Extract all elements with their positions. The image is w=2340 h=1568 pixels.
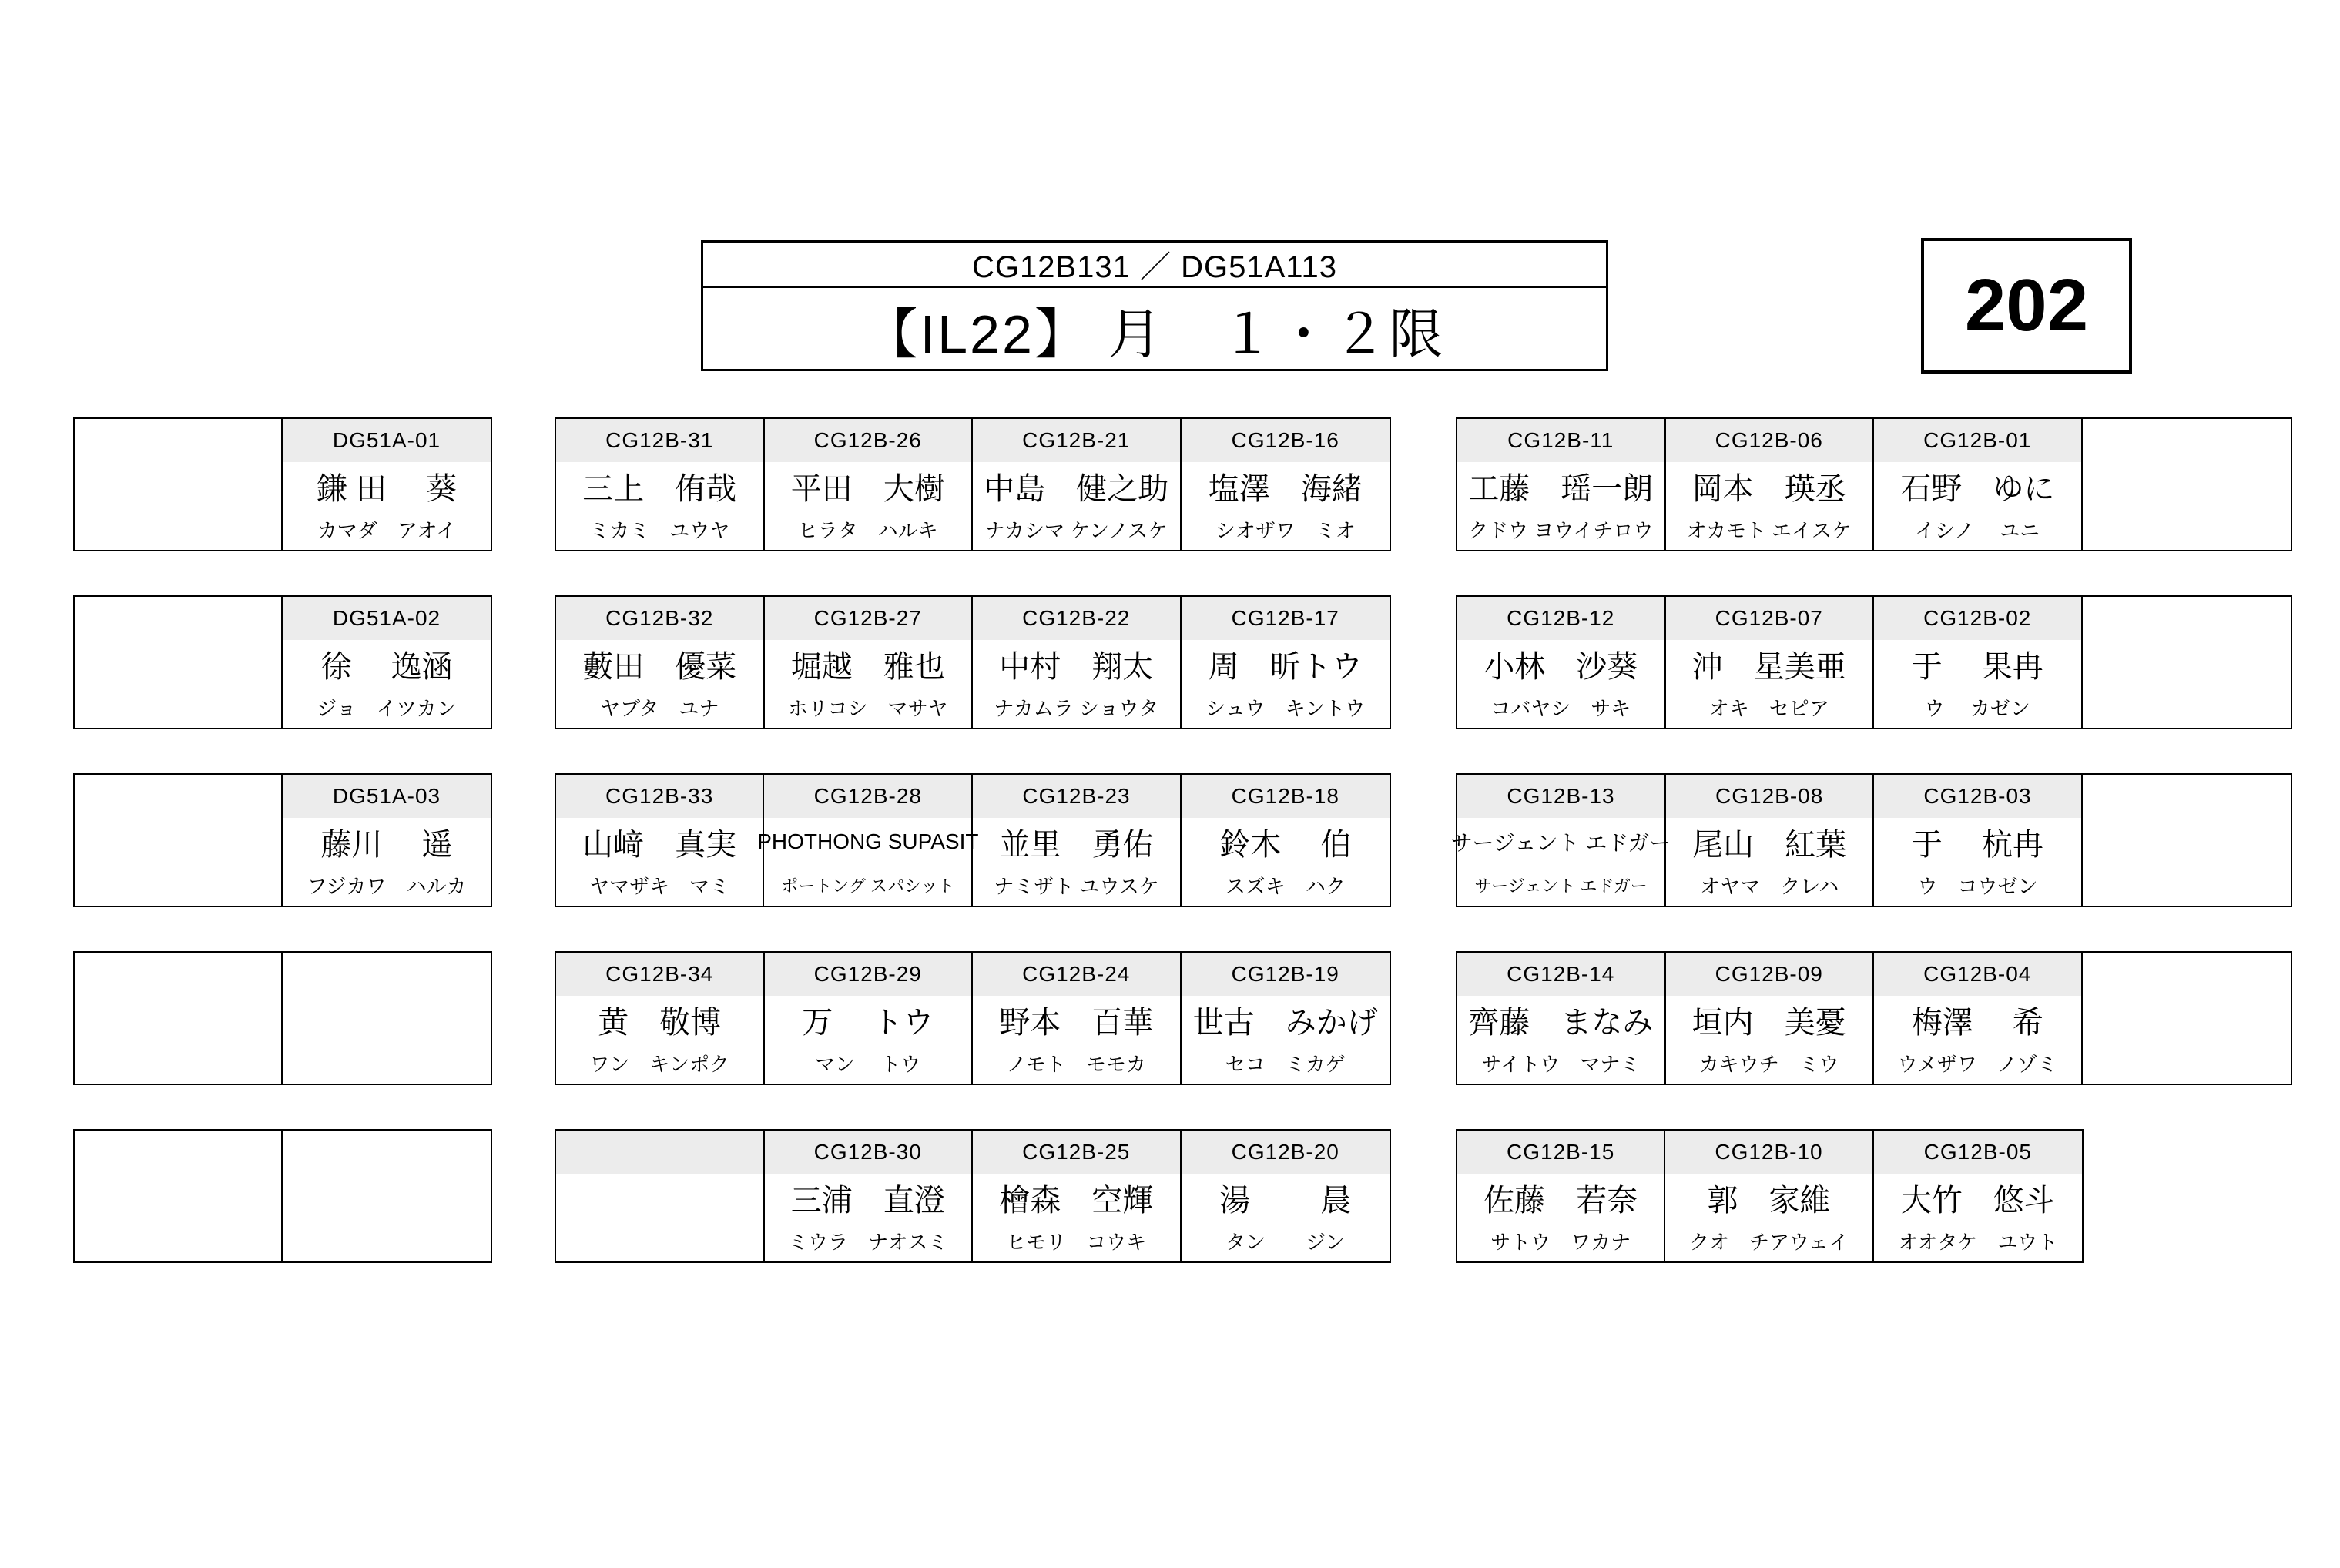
student-id: CG12B-33	[556, 775, 763, 818]
student-name-kana	[75, 1044, 281, 1082]
student-id: CG12B-13	[1457, 775, 1664, 818]
student-name: 鈴木 伯	[1219, 827, 1352, 862]
desk-group-right	[1456, 951, 2292, 1085]
seat-cell	[556, 419, 765, 550]
class-title-box	[701, 240, 1608, 371]
student-id	[556, 1131, 763, 1174]
student-name-kana: オオタケ ユウト	[1898, 1230, 2058, 1254]
student-id: CG12B-01	[1874, 419, 2081, 462]
student-name-kana: タン ジン	[1225, 1230, 1346, 1254]
student-name	[2083, 818, 2291, 866]
student-name-kana	[2083, 1044, 2291, 1082]
seat-cell	[2083, 775, 2291, 906]
course-codes: CG12B131 ／ DG51A113	[703, 243, 1606, 288]
student-name: 郭 家維	[1707, 1183, 1831, 1218]
student-name: サージェント エドガー	[1450, 831, 1671, 855]
seat-cell	[556, 597, 765, 728]
seat-cell	[757, 775, 979, 906]
student-id: CG12B-03	[1874, 775, 2080, 818]
student-id: CG12B-15	[1457, 1131, 1664, 1174]
student-name: 石野 ゆに	[1900, 471, 2055, 506]
student-name-kana: ヒモリ コウキ	[1006, 1230, 1147, 1254]
student-name: 藪田 優菜	[582, 649, 737, 684]
student-name-kana: ナカムラ ショウタ	[994, 696, 1159, 720]
desk-group-right	[1456, 1129, 2084, 1263]
desk-group-left	[73, 951, 492, 1085]
student-name: 徐 逸涵	[320, 649, 453, 684]
student-name: 三浦 直澄	[790, 1183, 945, 1218]
student-name	[2083, 640, 2291, 688]
seat-cell	[1666, 419, 1875, 550]
student-name-kana: ヤブタ ユナ	[600, 696, 719, 720]
seat-cell	[75, 419, 283, 550]
seat-cell	[1874, 419, 2083, 550]
student-name: 佐藤 若奈	[1483, 1183, 1638, 1218]
student-name-kana: ミウラ ナオスミ	[788, 1230, 948, 1254]
student-name-kana: ウ コウゼン	[1917, 874, 2038, 898]
student-name: 塩澤 海緒	[1208, 471, 1363, 506]
seat-cell	[1182, 775, 1390, 906]
student-id: CG12B-29	[765, 953, 972, 996]
student-name: 世古 みかげ	[1192, 1005, 1378, 1040]
seat-cell	[1666, 775, 1874, 906]
student-name-kana: ナカシマ ケンノスケ	[984, 518, 1168, 542]
seat-cell	[973, 419, 1182, 550]
student-id: CG12B-20	[1182, 1131, 1390, 1174]
seat-cell	[75, 953, 283, 1084]
student-name	[283, 996, 491, 1044]
seat-cell	[1457, 419, 1666, 550]
student-name: 檜森 空輝	[999, 1183, 1154, 1218]
student-name: 垣内 美憂	[1691, 1005, 1846, 1040]
seat-cell	[1874, 953, 2083, 1084]
student-id: CG12B-23	[973, 775, 1179, 818]
student-name-kana: サージェント エドガー	[1474, 876, 1648, 896]
desk-group-left	[73, 417, 492, 551]
seat-cell	[75, 775, 283, 906]
room-number: 202	[1921, 238, 2132, 374]
student-name: 齊藤 まなみ	[1468, 1005, 1654, 1040]
student-name: PHOTHONG SUPASIT	[757, 829, 979, 853]
student-id: DG51A-02	[283, 597, 491, 640]
seat-cell	[2083, 419, 2291, 550]
student-name-kana: シュウ キントウ	[1205, 696, 1366, 720]
student-name-kana: ポートング スパシット	[781, 876, 955, 896]
student-id	[283, 953, 491, 996]
seat-cell	[1874, 597, 2083, 728]
student-name: 大竹 悠斗	[1900, 1183, 2055, 1218]
student-name-kana: オカモト エイスケ	[1686, 518, 1852, 542]
seat-cell	[1666, 597, 1875, 728]
student-name-kana: オヤマ クレハ	[1700, 874, 1839, 898]
student-name-kana	[75, 510, 281, 548]
student-name-kana: コバヤシ サキ	[1490, 696, 1631, 720]
desk-group-right	[1456, 417, 2292, 551]
seat-cell	[283, 775, 491, 906]
student-id	[283, 1131, 491, 1174]
student-id: CG12B-11	[1457, 419, 1664, 462]
desk-group-right	[1456, 595, 2292, 729]
student-name	[75, 1174, 281, 1221]
student-name-kana: サイトウ マナミ	[1481, 1052, 1641, 1076]
student-id	[2083, 597, 2291, 640]
student-name: 藤川 遥	[320, 827, 453, 862]
student-id: CG12B-22	[973, 597, 1180, 640]
student-id	[2083, 775, 2291, 818]
student-name-kana: クオ チアウェイ	[1689, 1230, 1849, 1254]
student-name-kana: フジカワ ハルカ	[307, 874, 467, 898]
desk-group-right	[1450, 773, 2292, 907]
desk-group-middle	[555, 1129, 1391, 1263]
seat-cell	[1666, 953, 1875, 1084]
student-name: 尾山 紅葉	[1692, 827, 1847, 862]
student-name: 周 昕トウ	[1208, 649, 1363, 684]
student-id	[75, 419, 281, 462]
student-id	[75, 597, 281, 640]
student-name: 三上 侑哉	[582, 471, 737, 506]
seat-cell	[2083, 953, 2291, 1084]
student-name-kana: ウメザワ ノゾミ	[1897, 1052, 2057, 1076]
student-id: CG12B-32	[556, 597, 763, 640]
student-id: CG12B-16	[1182, 419, 1390, 462]
student-name-kana: マン トウ	[815, 1052, 921, 1076]
student-name: 工藤 瑶一朗	[1468, 471, 1654, 506]
student-id: CG12B-05	[1874, 1131, 2082, 1174]
seat-cell	[1182, 597, 1390, 728]
student-name-kana: ナミザト ユウスケ	[994, 874, 1159, 898]
student-id: CG12B-24	[973, 953, 1180, 996]
seat-cell	[1665, 1131, 1873, 1261]
student-name: 並里 勇佑	[999, 827, 1154, 862]
student-name: 万 トウ	[802, 1005, 934, 1040]
student-id: DG51A-03	[283, 775, 491, 818]
student-id: DG51A-01	[283, 419, 491, 462]
desk-group-middle	[555, 595, 1391, 729]
seat-cell	[283, 953, 491, 1084]
student-name	[2083, 462, 2291, 510]
student-name	[283, 1174, 491, 1221]
student-name-kana	[283, 1221, 491, 1260]
student-id: CG12B-28	[764, 775, 971, 818]
student-name-kana: カキウチ ミウ	[1698, 1052, 1839, 1076]
seat-cell	[765, 597, 974, 728]
class-title: 【IL22】 月 １・２限	[863, 303, 1446, 364]
student-id: CG12B-08	[1666, 775, 1872, 818]
student-name: 中島 健之助	[984, 471, 1169, 506]
student-name	[75, 640, 281, 688]
student-name-kana: セコ ミカゲ	[1225, 1052, 1346, 1076]
student-id: CG12B-34	[556, 953, 763, 996]
student-name-kana	[556, 1221, 763, 1260]
seat-cell	[556, 1131, 765, 1261]
seat-cell	[283, 419, 491, 550]
student-name-kana: ホリコシ マサヤ	[788, 696, 948, 720]
student-id: CG12B-14	[1457, 953, 1664, 996]
desk-group-left	[73, 595, 492, 729]
student-name: 中村 翔太	[999, 649, 1154, 684]
student-name-kana: ヒラタ ハルキ	[797, 518, 938, 542]
student-id: CG12B-04	[1874, 953, 2081, 996]
student-name: 沖 星美亜	[1691, 649, 1846, 684]
student-id: CG12B-06	[1666, 419, 1873, 462]
seat-cell	[2083, 597, 2291, 728]
student-id: CG12B-09	[1666, 953, 1873, 996]
student-name	[2083, 996, 2291, 1044]
student-name-kana: ノモト モモカ	[1006, 1052, 1146, 1076]
student-name	[75, 996, 281, 1044]
seat-cell	[973, 597, 1182, 728]
student-name-kana	[2083, 688, 2291, 726]
student-name	[556, 1174, 763, 1221]
student-name-kana: サトウ ワカナ	[1490, 1230, 1631, 1254]
student-id: CG12B-31	[556, 419, 763, 462]
student-name-kana: ミカミ ユウヤ	[589, 518, 730, 542]
student-name-kana: ヤマザキ マミ	[589, 874, 730, 898]
seat-cell	[283, 1131, 491, 1261]
student-name: 梅澤 希	[1911, 1005, 2043, 1040]
student-name: 湯 晨	[1219, 1183, 1352, 1218]
student-name-kana: カマダ アオイ	[317, 518, 457, 542]
seat-cell	[1457, 1131, 1665, 1261]
student-name-kana: シオザワ ミオ	[1215, 518, 1356, 542]
seat-cell	[283, 597, 491, 728]
student-name-kana	[75, 1221, 281, 1260]
student-name-kana: ワン キンポク	[589, 1052, 730, 1076]
student-name: 小林 沙葵	[1483, 649, 1638, 684]
student-id: CG12B-26	[765, 419, 972, 462]
student-id: CG12B-17	[1182, 597, 1390, 640]
student-id: CG12B-18	[1182, 775, 1390, 818]
student-name-kana: クドウ ヨウイチロウ	[1468, 518, 1654, 542]
student-id: CG12B-10	[1665, 1131, 1872, 1174]
student-id: CG12B-07	[1666, 597, 1873, 640]
student-name: 于 杭冉	[1911, 827, 2044, 862]
student-id	[75, 1131, 281, 1174]
student-name-kana	[75, 688, 281, 726]
desk-group-left	[73, 773, 492, 907]
student-name: 山﨑 真実	[582, 827, 737, 862]
student-name-kana: イシノ ユニ	[1915, 518, 2040, 542]
student-name-kana: ウ カゼン	[1924, 696, 2030, 720]
seat-cell	[1450, 775, 1671, 906]
student-id: CG12B-25	[973, 1131, 1180, 1174]
student-id	[2083, 419, 2291, 462]
student-id	[75, 953, 281, 996]
student-name: 于 果冉	[1911, 649, 2043, 684]
seat-cell	[765, 953, 974, 1084]
student-id: CG12B-27	[765, 597, 972, 640]
student-id: CG12B-19	[1182, 953, 1390, 996]
seat-cell	[1182, 953, 1390, 1084]
seat-cell	[75, 1131, 283, 1261]
seat-cell	[556, 953, 765, 1084]
student-name-kana	[2083, 510, 2291, 548]
seat-cell	[973, 953, 1182, 1084]
student-name-kana	[75, 866, 281, 904]
seat-cell	[75, 597, 283, 728]
student-id	[75, 775, 281, 818]
seat-cell	[556, 775, 764, 906]
student-name-kana: ジョ イツカン	[317, 696, 457, 720]
student-id: CG12B-30	[765, 1131, 972, 1174]
student-name: 鎌 田 葵	[316, 471, 458, 506]
desk-group-middle	[555, 417, 1391, 551]
seat-cell	[1457, 953, 1666, 1084]
student-name: 堀越 雅也	[790, 649, 945, 684]
student-name-kana	[2083, 866, 2291, 904]
seat-cell	[1457, 597, 1666, 728]
student-name-kana: スズキ ハク	[1225, 874, 1346, 898]
student-name-kana	[283, 1044, 491, 1082]
student-id: CG12B-02	[1874, 597, 2081, 640]
seat-cell	[973, 1131, 1182, 1261]
seat-cell	[973, 775, 1181, 906]
student-id: CG12B-21	[973, 419, 1180, 462]
seat-cell	[1874, 1131, 2082, 1261]
desk-group-middle	[555, 951, 1391, 1085]
student-name: 岡本 瑛丞	[1691, 471, 1846, 506]
student-name	[75, 462, 281, 510]
student-name: 野本 百華	[999, 1005, 1154, 1040]
student-id: CG12B-12	[1457, 597, 1664, 640]
seat-cell	[765, 419, 974, 550]
student-name	[75, 818, 281, 866]
desk-group-middle	[555, 773, 1391, 907]
seat-cell	[1182, 419, 1390, 550]
seat-cell	[1874, 775, 2082, 906]
student-id	[2083, 953, 2291, 996]
student-name: 黄 敬博	[598, 1005, 722, 1040]
seat-cell	[765, 1131, 974, 1261]
student-name: 平田 大樹	[790, 471, 945, 506]
student-name-kana: オキ セピア	[1708, 696, 1829, 720]
seat-cell	[1182, 1131, 1390, 1261]
desk-group-left	[73, 1129, 492, 1263]
